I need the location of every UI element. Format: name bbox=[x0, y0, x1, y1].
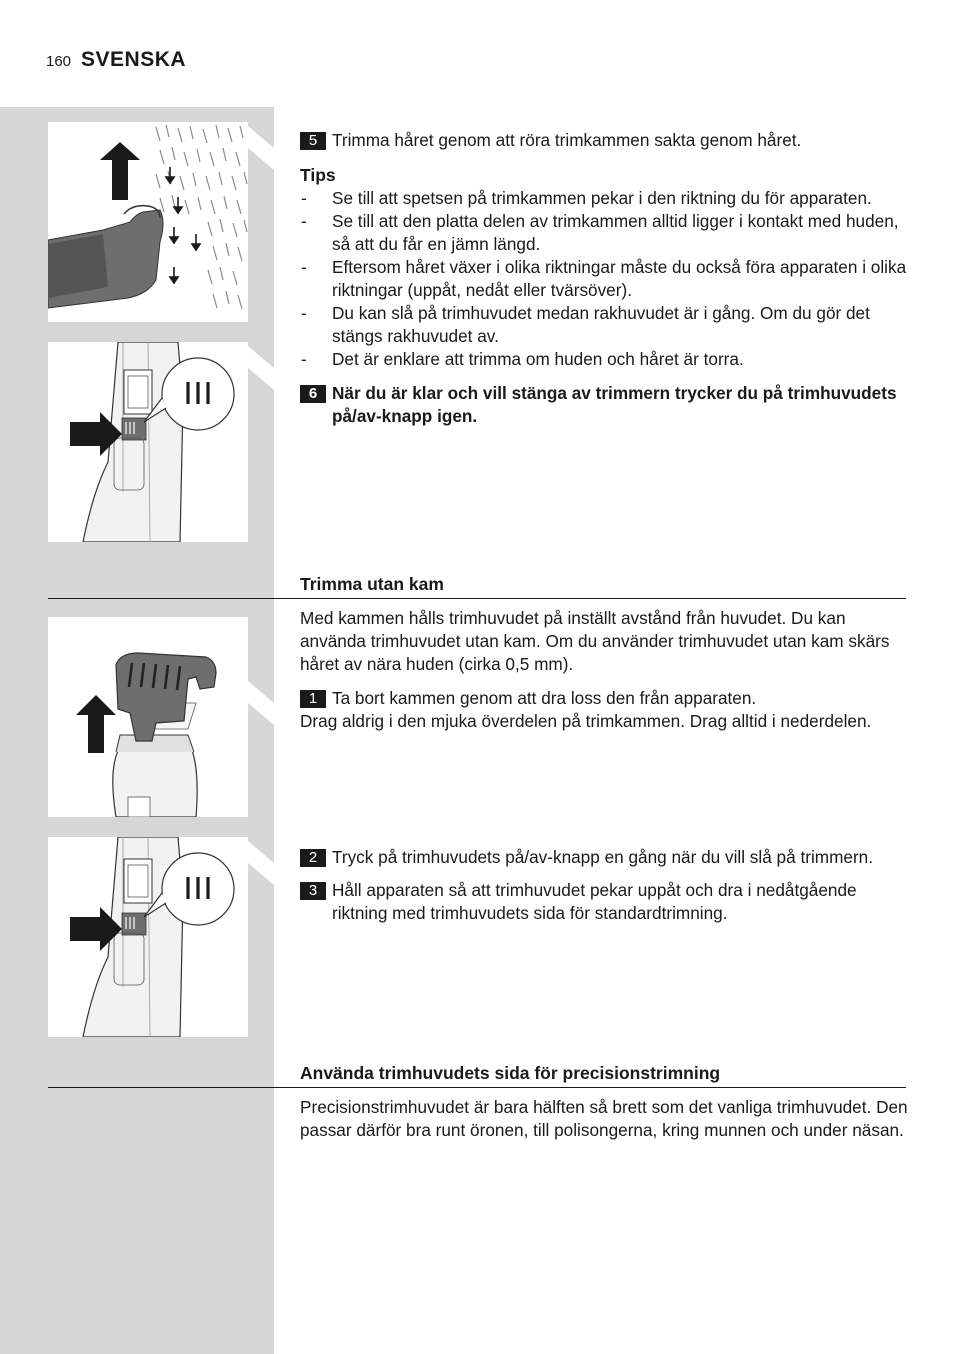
step-6 bbox=[300, 382, 908, 428]
switch-button-illustration bbox=[48, 342, 248, 542]
section-trim-without-comb-steps bbox=[300, 846, 908, 925]
section-heading-trim-without-comb: Trimma utan kam bbox=[300, 574, 444, 594]
step-3 bbox=[300, 879, 908, 925]
step-number: 1 bbox=[300, 690, 326, 708]
step-number: 6 bbox=[300, 385, 326, 403]
section-divider bbox=[48, 598, 906, 599]
tip-item: - Det är enklare att trimma om huden och håret är torra. bbox=[301, 349, 744, 369]
figure-trim-with-comb bbox=[48, 122, 248, 322]
step-5 bbox=[300, 129, 908, 152]
tips-heading: Tips bbox=[300, 165, 336, 185]
section-precision-trimming bbox=[300, 1096, 908, 1142]
page-header bbox=[46, 48, 186, 72]
step-text: Håll apparaten så att trimhuvudet pekar uppåt och dra i nedåtgående riktning med trimhuvudets sida för standardtrimning. bbox=[332, 880, 857, 923]
switch-on-illustration bbox=[48, 837, 248, 1037]
warning-note: Drag aldrig i den mjuka överdelen på trimkammen. Drag alltid i nederdelen. bbox=[300, 711, 872, 731]
trim-with-comb-illustration bbox=[48, 122, 248, 322]
figure-switch-off bbox=[48, 342, 248, 542]
step-number: 2 bbox=[300, 849, 326, 867]
step-number: 5 bbox=[300, 132, 326, 150]
precision-paragraph: Precisionstrimhuvudet är bara hälften så brett som det vanliga trimhuvudet. Den passar därför bra runt öronen, till polisongerna, kring munnen och under näsan. bbox=[300, 1097, 908, 1140]
step-1 bbox=[300, 687, 908, 710]
figure-remove-comb bbox=[48, 617, 248, 817]
figure-switch-on bbox=[48, 837, 248, 1037]
language-title: SVENSKA bbox=[81, 48, 187, 71]
section-divider bbox=[48, 1087, 906, 1088]
section-heading-precision-trimming: Använda trimhuvudets sida för precisionstrimning bbox=[300, 1063, 721, 1083]
figure-pointer bbox=[248, 681, 274, 725]
step-2 bbox=[300, 846, 908, 869]
figure-pointer bbox=[248, 346, 274, 390]
step-text: Ta bort kammen genom att dra loss den från apparaten. bbox=[332, 688, 757, 708]
tip-item: - Eftersom håret växer i olika riktningar måste du också föra apparaten i olika riktningar (uppåt, nedåt eller tvärsöver). bbox=[301, 257, 907, 300]
step-text: Trimma håret genom att röra trimkammen sakta genom håret. bbox=[332, 130, 802, 150]
section-trim-without-comb bbox=[300, 607, 908, 733]
step-text: När du är klar och vill stänga av trimmern trycker du på trimhuvudets på/av-knapp igen. bbox=[332, 383, 897, 426]
tip-item: - Se till att spetsen på trimkammen pekar i den riktning du för apparaten. bbox=[301, 188, 872, 208]
figure-pointer bbox=[248, 126, 274, 170]
tip-item: - Se till att den platta delen av trimkammen alltid ligger i kontakt med huden, så att du får en jämn längd. bbox=[301, 211, 899, 254]
tip-item: - Du kan slå på trimhuvudet medan rakhuvudet är i gång. Om du gör det stängs rakhuvudet av. bbox=[301, 303, 870, 346]
figure-pointer bbox=[248, 841, 274, 885]
page-number: 160 bbox=[46, 53, 72, 70]
section-trim-with-comb bbox=[300, 129, 908, 428]
step-number: 3 bbox=[300, 882, 326, 900]
intro-paragraph: Med kammen hålls trimhuvudet på inställt avstånd från huvudet. Du kan använda trimhuvudet utan kam. Om du använder trimhuvudet utan kam skärs håret av nära huden (cirka 0,5 mm). bbox=[300, 608, 890, 674]
step-text: Tryck på trimhuvudets på/av-knapp en gång när du vill slå på trimmern. bbox=[332, 847, 874, 867]
remove-comb-illustration bbox=[48, 617, 248, 817]
